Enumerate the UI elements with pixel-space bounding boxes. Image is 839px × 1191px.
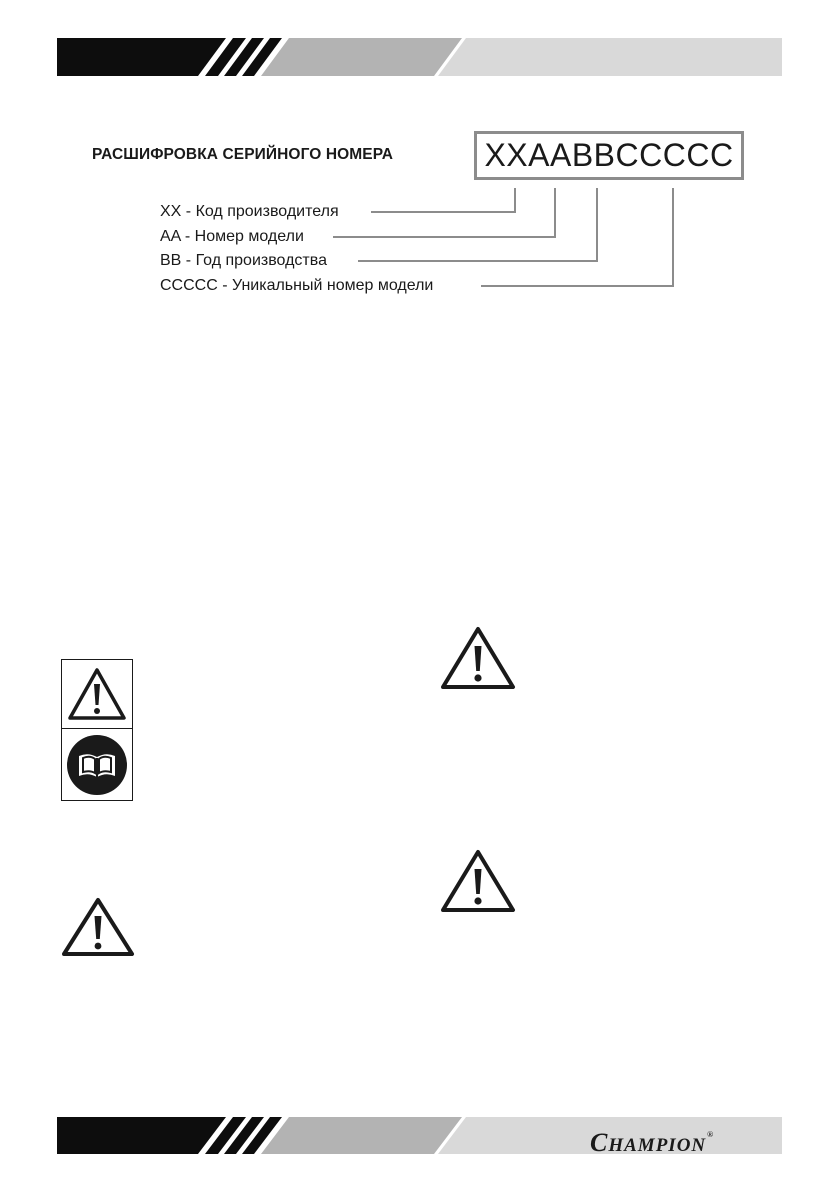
legend-manufacturer-code: XX - Код производителя bbox=[160, 203, 339, 220]
warning-icon bbox=[440, 626, 516, 690]
warning-icon bbox=[61, 897, 135, 957]
legend-production-year: BB - Год производства bbox=[160, 252, 327, 269]
warning-icon bbox=[67, 666, 127, 722]
legend-unique-number: CCCCC - Уникальный номер модели bbox=[160, 277, 434, 294]
serial-code-box: XXAABBCCCCC bbox=[474, 131, 744, 180]
legend-model-number: AA - Номер модели bbox=[160, 228, 304, 245]
panel-divider bbox=[62, 728, 132, 729]
champion-logo: CHAMPION® bbox=[590, 1128, 715, 1157]
warning-icon bbox=[440, 849, 516, 913]
serial-leader-lines bbox=[0, 0, 839, 320]
serial-section-title: РАСШИФРОВКА СЕРИЙНОГО НОМЕРА bbox=[92, 146, 394, 163]
read-manual-icon bbox=[66, 734, 128, 796]
safety-icon-panel bbox=[61, 659, 133, 801]
